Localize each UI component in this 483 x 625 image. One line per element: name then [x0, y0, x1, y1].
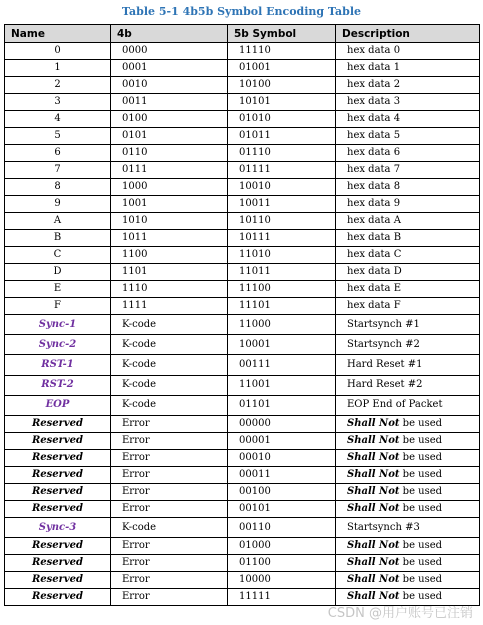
- table-header-row: [5, 25, 480, 43]
- cell-5b-symbol: 11111: [228, 589, 336, 606]
- cell-4b: 1000: [111, 179, 228, 196]
- cell-5b-symbol: 01010: [228, 111, 336, 128]
- description-rest: be used: [399, 540, 443, 552]
- cell-5b-symbol: 01001: [228, 60, 336, 77]
- table-row: [5, 355, 480, 375]
- cell-5b-symbol: 10110: [228, 213, 336, 230]
- table-row: [5, 128, 480, 145]
- description-rest: be used: [399, 468, 443, 480]
- cell-5b-symbol: 11001: [228, 375, 336, 395]
- table-row: [5, 572, 480, 589]
- table-row: [5, 60, 480, 77]
- cell-name: RST-1: [5, 355, 111, 375]
- header-5b-symbol: 5b Symbol: [228, 25, 336, 43]
- table-row: [5, 375, 480, 395]
- cell-4b: Error: [111, 415, 228, 432]
- cell-description: Hard Reset #2: [336, 375, 480, 395]
- cell-4b: K-code: [111, 335, 228, 355]
- cell-name: 2: [5, 77, 111, 94]
- cell-5b-symbol: 10001: [228, 335, 336, 355]
- cell-description: [336, 572, 480, 589]
- cell-description: Startsynch #1: [336, 315, 480, 335]
- cell-4b: K-code: [111, 517, 228, 537]
- cell-4b: 0010: [111, 77, 228, 94]
- cell-description: hex data 2: [336, 77, 480, 94]
- cell-5b-symbol: 11100: [228, 281, 336, 298]
- watermark: CSDN @用户账号已注销: [327, 606, 473, 621]
- cell-name: Reserved: [5, 483, 111, 500]
- table-row: [5, 213, 480, 230]
- cell-4b: Error: [111, 432, 228, 449]
- cell-name: Reserved: [5, 432, 111, 449]
- cell-name: B: [5, 230, 111, 247]
- cell-5b-symbol: 00100: [228, 483, 336, 500]
- cell-description: [336, 555, 480, 572]
- cell-5b-symbol: 10011: [228, 196, 336, 213]
- cell-4b: Error: [111, 449, 228, 466]
- cell-name: 8: [5, 179, 111, 196]
- table-row: [5, 335, 480, 355]
- cell-5b-symbol: 00111: [228, 355, 336, 375]
- cell-description: hex data 1: [336, 60, 480, 77]
- shall-not-text: Shall Not: [347, 591, 400, 603]
- table-row: [5, 555, 480, 572]
- table-row: [5, 517, 480, 537]
- cell-name: Reserved: [5, 466, 111, 483]
- cell-4b: Error: [111, 483, 228, 500]
- table-row: [5, 43, 480, 60]
- cell-name: 4: [5, 111, 111, 128]
- cell-5b-symbol: 10100: [228, 77, 336, 94]
- cell-name: EOP: [5, 395, 111, 415]
- cell-description: hex data D: [336, 264, 480, 281]
- cell-description: Hard Reset #1: [336, 355, 480, 375]
- cell-name: 7: [5, 162, 111, 179]
- description-rest: be used: [399, 591, 443, 603]
- cell-4b: 1111: [111, 298, 228, 315]
- header-description: Description: [336, 25, 480, 43]
- cell-name: C: [5, 247, 111, 264]
- cell-4b: Error: [111, 466, 228, 483]
- table-row: [5, 94, 480, 111]
- cell-5b-symbol: 00110: [228, 517, 336, 537]
- cell-description: [336, 415, 480, 432]
- table-row: [5, 264, 480, 281]
- shall-not-text: Shall Not: [347, 502, 400, 514]
- cell-name: A: [5, 213, 111, 230]
- cell-name: 9: [5, 196, 111, 213]
- table-row: [5, 179, 480, 196]
- cell-name: 6: [5, 145, 111, 162]
- cell-name: Sync-2: [5, 335, 111, 355]
- cell-5b-symbol: 10010: [228, 179, 336, 196]
- table-row: [5, 466, 480, 483]
- table-caption: Table 5-1 4b5b Symbol Encoding Table: [121, 5, 362, 18]
- table-row: [5, 230, 480, 247]
- table-row: [5, 77, 480, 94]
- cell-4b: K-code: [111, 315, 228, 335]
- shall-not-text: Shall Not: [347, 574, 400, 586]
- shall-not-text: Shall Not: [347, 417, 400, 429]
- encoding-table: [4, 24, 480, 606]
- cell-5b-symbol: 00011: [228, 466, 336, 483]
- table-row: [5, 298, 480, 315]
- cell-description: [336, 449, 480, 466]
- shall-not-text: Shall Not: [347, 451, 400, 463]
- cell-5b-symbol: 10101: [228, 94, 336, 111]
- cell-5b-symbol: 01011: [228, 128, 336, 145]
- cell-4b: 1101: [111, 264, 228, 281]
- header-name: Name: [5, 25, 111, 43]
- cell-name: 5: [5, 128, 111, 145]
- cell-name: Sync-1: [5, 315, 111, 335]
- cell-4b: 0111: [111, 162, 228, 179]
- cell-description: hex data B: [336, 230, 480, 247]
- table-row: [5, 196, 480, 213]
- cell-description: [336, 538, 480, 555]
- cell-4b: Error: [111, 589, 228, 606]
- cell-5b-symbol: 00000: [228, 415, 336, 432]
- cell-4b: 0101: [111, 128, 228, 145]
- cell-5b-symbol: 11000: [228, 315, 336, 335]
- cell-description: EOP End of Packet: [336, 395, 480, 415]
- cell-5b-symbol: 01110: [228, 145, 336, 162]
- cell-4b: 1001: [111, 196, 228, 213]
- shall-not-text: Shall Not: [347, 540, 400, 552]
- cell-description: hex data 8: [336, 179, 480, 196]
- description-rest: be used: [399, 557, 443, 569]
- cell-name: 3: [5, 94, 111, 111]
- cell-name: Reserved: [5, 555, 111, 572]
- cell-5b-symbol: 11011: [228, 264, 336, 281]
- cell-4b: K-code: [111, 375, 228, 395]
- cell-name: E: [5, 281, 111, 298]
- cell-name: Sync-3: [5, 517, 111, 537]
- cell-4b: 0100: [111, 111, 228, 128]
- cell-description: Startsynch #3: [336, 517, 480, 537]
- cell-name: Reserved: [5, 538, 111, 555]
- table-row: [5, 483, 480, 500]
- table-row: [5, 500, 480, 517]
- table-row: [5, 145, 480, 162]
- cell-5b-symbol: 01100: [228, 555, 336, 572]
- cell-5b-symbol: 11110: [228, 43, 336, 60]
- cell-description: hex data 6: [336, 145, 480, 162]
- cell-description: hex data 9: [336, 196, 480, 213]
- cell-description: hex data C: [336, 247, 480, 264]
- cell-name: F: [5, 298, 111, 315]
- cell-description: hex data 0: [336, 43, 480, 60]
- table-row: [5, 432, 480, 449]
- table-body: [5, 43, 480, 606]
- cell-description: [336, 483, 480, 500]
- description-rest: be used: [399, 451, 443, 463]
- cell-name: Reserved: [5, 449, 111, 466]
- cell-description: hex data 4: [336, 111, 480, 128]
- cell-4b: 1110: [111, 281, 228, 298]
- table-row: [5, 315, 480, 335]
- cell-4b: K-code: [111, 395, 228, 415]
- cell-name: RST-2: [5, 375, 111, 395]
- cell-name: D: [5, 264, 111, 281]
- cell-name: Reserved: [5, 500, 111, 517]
- table-row: [5, 395, 480, 415]
- cell-name: Reserved: [5, 572, 111, 589]
- shall-not-text: Shall Not: [347, 557, 400, 569]
- cell-name: 0: [5, 43, 111, 60]
- description-rest: be used: [399, 574, 443, 586]
- cell-description: hex data A: [336, 213, 480, 230]
- cell-4b: 1010: [111, 213, 228, 230]
- cell-4b: 1011: [111, 230, 228, 247]
- cell-5b-symbol: 01111: [228, 162, 336, 179]
- cell-4b: Error: [111, 500, 228, 517]
- table-row: [5, 449, 480, 466]
- table-row: [5, 538, 480, 555]
- cell-name: 1: [5, 60, 111, 77]
- description-rest: be used: [399, 502, 443, 514]
- table-row: [5, 415, 480, 432]
- cell-description: hex data 3: [336, 94, 480, 111]
- cell-description: Startsynch #2: [336, 335, 480, 355]
- table-row: [5, 247, 480, 264]
- cell-description: hex data E: [336, 281, 480, 298]
- cell-description: hex data F: [336, 298, 480, 315]
- cell-4b: Error: [111, 538, 228, 555]
- description-rest: be used: [399, 485, 443, 497]
- shall-not-text: Shall Not: [347, 485, 400, 497]
- header-4b: 4b: [111, 25, 228, 43]
- cell-description: hex data 5: [336, 128, 480, 145]
- cell-4b: 1100: [111, 247, 228, 264]
- shall-not-text: Shall Not: [347, 468, 400, 480]
- cell-4b: 0011: [111, 94, 228, 111]
- cell-description: hex data 7: [336, 162, 480, 179]
- cell-name: Reserved: [5, 415, 111, 432]
- table-row: [5, 111, 480, 128]
- table-row: [5, 162, 480, 179]
- cell-name: Reserved: [5, 589, 111, 606]
- description-rest: be used: [399, 417, 443, 429]
- cell-4b: 0001: [111, 60, 228, 77]
- cell-5b-symbol: 11101: [228, 298, 336, 315]
- cell-5b-symbol: 11010: [228, 247, 336, 264]
- cell-description: [336, 500, 480, 517]
- cell-5b-symbol: 10000: [228, 572, 336, 589]
- cell-5b-symbol: 01101: [228, 395, 336, 415]
- shall-not-text: Shall Not: [347, 434, 400, 446]
- table-row: [5, 281, 480, 298]
- description-rest: be used: [399, 434, 443, 446]
- cell-5b-symbol: 10111: [228, 230, 336, 247]
- cell-4b: 0110: [111, 145, 228, 162]
- cell-5b-symbol: 00101: [228, 500, 336, 517]
- cell-description: [336, 432, 480, 449]
- cell-description: [336, 466, 480, 483]
- cell-5b-symbol: 00010: [228, 449, 336, 466]
- cell-4b: Error: [111, 555, 228, 572]
- cell-5b-symbol: 01000: [228, 538, 336, 555]
- cell-4b: Error: [111, 572, 228, 589]
- cell-5b-symbol: 00001: [228, 432, 336, 449]
- cell-4b: 0000: [111, 43, 228, 60]
- cell-4b: K-code: [111, 355, 228, 375]
